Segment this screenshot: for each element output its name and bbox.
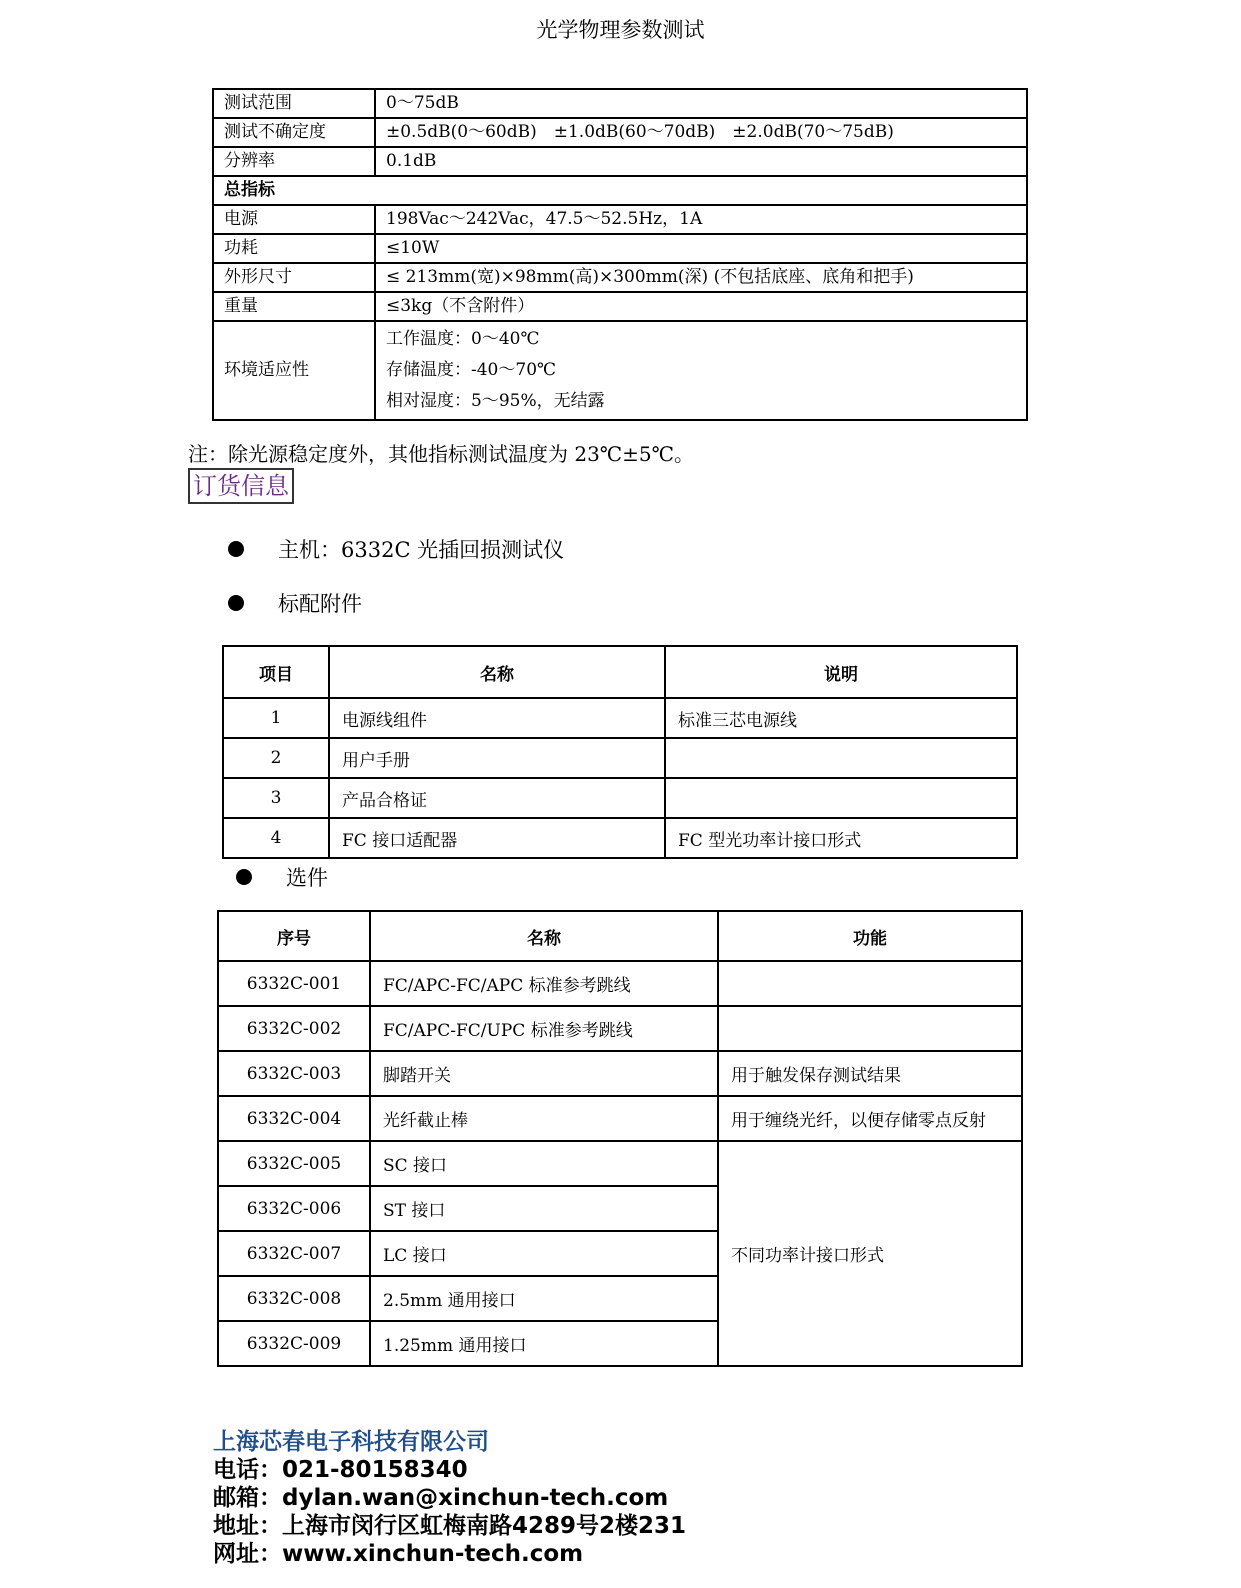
table-row xyxy=(213,89,1027,118)
spec-section-title: 总指标 xyxy=(213,176,1027,205)
table-header-row xyxy=(223,646,1017,698)
table-cell: 6332C-008 xyxy=(218,1276,370,1321)
table-cell: FC/APC-FC/UPC 标准参考跳线 xyxy=(370,1006,718,1051)
table-cell: 6332C-002 xyxy=(218,1006,370,1051)
spec-value: ≤10W xyxy=(375,234,1027,263)
phone-line: 电话：021-80158340 xyxy=(213,1457,468,1483)
table-cell: 脚踏开关 xyxy=(370,1051,718,1096)
spec-label: 功耗 xyxy=(213,234,375,263)
list-item xyxy=(236,862,328,892)
column-header: 说明 xyxy=(665,646,1017,698)
table-row xyxy=(213,205,1027,234)
table-cell: 6332C-005 xyxy=(218,1141,370,1186)
table-cell: 1.25mm 通用接口 xyxy=(370,1321,718,1366)
table-row xyxy=(218,961,1022,1006)
bullet-icon xyxy=(228,541,244,557)
accessories-table xyxy=(222,645,1018,859)
spec-value: 0.1dB xyxy=(375,147,1027,176)
table-row xyxy=(213,263,1027,292)
table-cell: 6332C-003 xyxy=(218,1051,370,1096)
table-row xyxy=(213,147,1027,176)
table-cell: 3 xyxy=(223,778,329,818)
spec-label: 测试不确定度 xyxy=(213,118,375,147)
table-row xyxy=(223,818,1017,858)
table-cell xyxy=(665,778,1017,818)
table-cell: FC 接口适配器 xyxy=(329,818,665,858)
table-cell xyxy=(718,1006,1022,1051)
table-row xyxy=(213,118,1027,147)
column-header: 功能 xyxy=(718,911,1022,961)
table-cell: FC/APC-FC/APC 标准参考跳线 xyxy=(370,961,718,1006)
table-row xyxy=(223,738,1017,778)
spec-label: 测试范围 xyxy=(213,89,375,118)
table-row xyxy=(218,1096,1022,1141)
list-item-label: 主机：6332C 光插回损测试仪 xyxy=(278,538,565,562)
list-item-label: 选件 xyxy=(286,866,328,890)
table-row xyxy=(213,292,1027,321)
table-cell: ST 接口 xyxy=(370,1186,718,1231)
env-line: 相对湿度：5～95%，无结露 xyxy=(386,391,605,411)
table-cell: LC 接口 xyxy=(370,1231,718,1276)
list-item xyxy=(228,588,362,618)
column-header: 名称 xyxy=(329,646,665,698)
spec-label: 重量 xyxy=(213,292,375,321)
table-row xyxy=(213,176,1027,205)
section-heading: 订货信息 xyxy=(188,468,294,504)
table-cell: 光纤截止棒 xyxy=(370,1096,718,1141)
spec-value: ±0.5dB(0～60dB) ±1.0dB(60～70dB) ±2.0dB(70～75dB) xyxy=(375,118,1027,147)
spec-value: 198Vac～242Vac，47.5～52.5Hz，1A xyxy=(375,205,1027,234)
env-line: 工作温度：0～40℃ xyxy=(386,329,540,349)
table-cell: 电源线组件 xyxy=(329,698,665,738)
table-cell xyxy=(718,961,1022,1006)
table-cell: 用于触发保存测试结果 xyxy=(718,1051,1022,1096)
table-cell: 2 xyxy=(223,738,329,778)
spec-label: 环境适应性 xyxy=(213,321,375,420)
table-row xyxy=(218,1006,1022,1051)
table-cell: 2.5mm 通用接口 xyxy=(370,1276,718,1321)
table-cell: 6332C-004 xyxy=(218,1096,370,1141)
email-line: 邮箱：dylan.wan@xinchun-tech.com xyxy=(213,1485,669,1511)
page-header: 光学物理参数测试 xyxy=(536,18,705,42)
spec-table xyxy=(212,88,1028,421)
table-cell: 1 xyxy=(223,698,329,738)
column-header: 名称 xyxy=(370,911,718,961)
bullet-icon xyxy=(228,595,244,611)
spec-value xyxy=(375,321,1027,420)
table-row xyxy=(213,321,1027,420)
table-row xyxy=(218,1141,1022,1186)
note: 注：除光源稳定度外，其他指标测试温度为 23℃±5℃。 xyxy=(188,442,695,466)
table-cell: 6332C-006 xyxy=(218,1186,370,1231)
table-cell: 6332C-007 xyxy=(218,1231,370,1276)
contact-footer xyxy=(213,1428,686,1568)
table-cell: 用户手册 xyxy=(329,738,665,778)
spec-value: ≤ 213mm(宽)×98mm(高)×300mm(深) (不包括底座、底角和把手) xyxy=(375,263,1027,292)
spec-label: 电源 xyxy=(213,205,375,234)
table-row xyxy=(218,1051,1022,1096)
table-cell: SC 接口 xyxy=(370,1141,718,1186)
website-line: 网址：www.xinchun-tech.com xyxy=(213,1541,584,1567)
table-cell: 产品合格证 xyxy=(329,778,665,818)
table-row xyxy=(223,698,1017,738)
table-cell: 标准三芯电源线 xyxy=(665,698,1017,738)
table-cell: 不同功率计接口形式 xyxy=(718,1141,1022,1366)
env-line: 存储温度：-40～70℃ xyxy=(386,360,557,380)
company-name: 上海芯春电子科技有限公司 xyxy=(213,1429,489,1455)
address-line: 地址：上海市闵行区虹梅南路4289号2楼231 xyxy=(213,1513,687,1539)
spec-label: 分辨率 xyxy=(213,147,375,176)
table-cell: FC 型光功率计接口形式 xyxy=(665,818,1017,858)
spec-label: 外形尺寸 xyxy=(213,263,375,292)
table-header-row xyxy=(218,911,1022,961)
table-cell xyxy=(665,738,1017,778)
table-row xyxy=(213,234,1027,263)
table-cell: 用于缠绕光纤，以便存储零点反射 xyxy=(718,1096,1022,1141)
column-header: 序号 xyxy=(218,911,370,961)
table-row xyxy=(223,778,1017,818)
column-header: 项目 xyxy=(223,646,329,698)
table-cell: 4 xyxy=(223,818,329,858)
list-item-label: 标配附件 xyxy=(278,592,362,616)
spec-value: ≤3kg（不含附件） xyxy=(375,292,1027,321)
list-item xyxy=(228,534,564,564)
table-cell: 6332C-001 xyxy=(218,961,370,1006)
bullet-icon xyxy=(236,869,252,885)
spec-value: 0～75dB xyxy=(375,89,1027,118)
options-table xyxy=(217,910,1023,1367)
table-cell: 6332C-009 xyxy=(218,1321,370,1366)
